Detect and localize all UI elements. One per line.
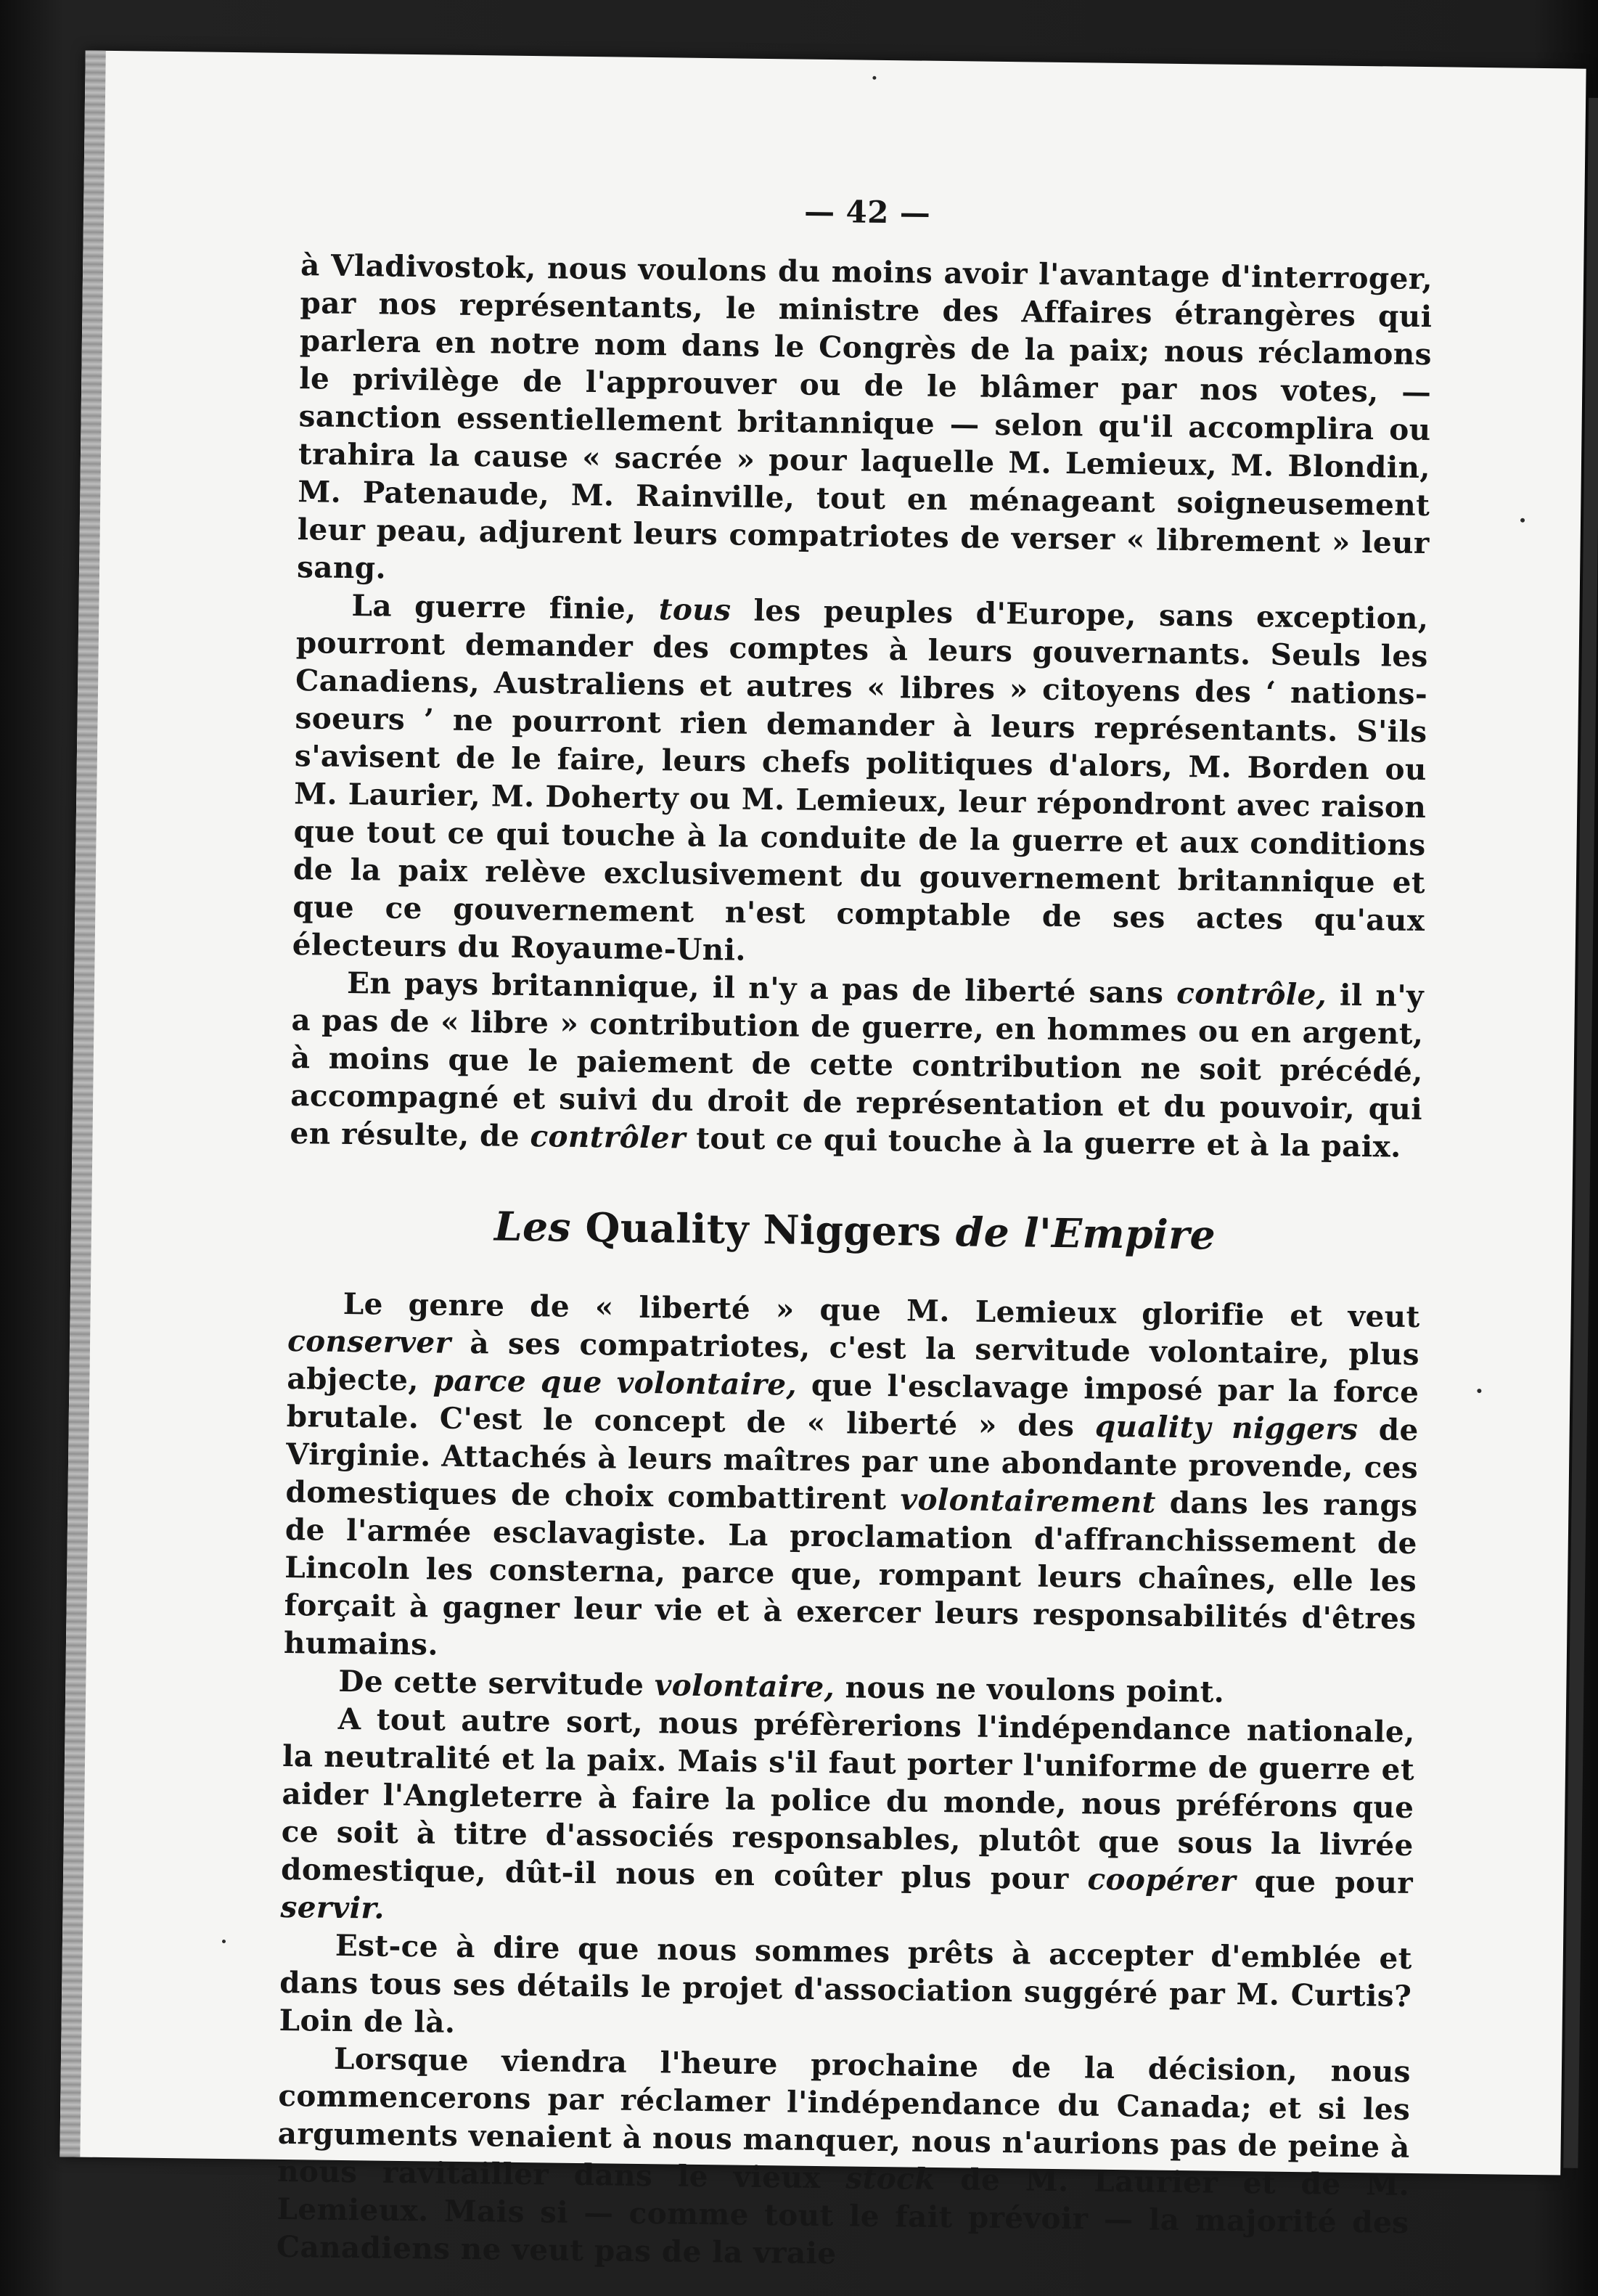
- text-run: de Virginie. Attachés à leurs maîtres par une abondante provende, ces domestiques de choix combattirent: [285, 1412, 1419, 1517]
- paragraph: [290, 963, 1424, 1166]
- text-run: Lorsque viendra l'heure prochaine de la décision, nous commencerons par réclamer l'indépendance du Canada; et si les arguments venaient à nous manquer, nous n'aurions pas de peine à nous ravitailler dans le vieux: [276, 2040, 1411, 2196]
- section-heading: [289, 1198, 1422, 1263]
- italic-text: conserver: [287, 1323, 451, 1360]
- italic-text: tous: [658, 592, 732, 628]
- text-run: à ses compatriotes, c'est la servitude volontaire, plus abjecte,: [287, 1325, 1420, 1398]
- heading-part-3: de l'Empire: [955, 1208, 1216, 1259]
- text-run: La guerre finie,: [351, 588, 660, 627]
- paragraph: [279, 1926, 1412, 2053]
- paragraph: [284, 1284, 1420, 1675]
- text-run: dans les rangs de l'armée esclavagiste. La proclamation d'affranchissement de Lincoln les consterna, parce que, rompant leurs chaînes, elle les forçait à gagner leur vie et à exercer leurs responsabilités d'êtres humains.: [283, 1484, 1418, 1662]
- page-content: [276, 184, 1434, 2279]
- italic-text: volontaire,: [654, 1667, 835, 1705]
- heading-part-2: Quality Niggers: [570, 1203, 956, 1256]
- text-run: nous ne voulons point.: [834, 1670, 1225, 1709]
- text-block-after-heading: [276, 1284, 1420, 2279]
- paragraph: [276, 2039, 1411, 2279]
- scan-speck: [222, 1940, 226, 1943]
- heading-part-1: Les: [493, 1202, 572, 1251]
- italic-text: servir.: [280, 1889, 385, 1926]
- paragraph: [280, 1699, 1415, 1940]
- text-run: les peuples d'Europe, sans exception, pourront demander des comptes à leurs gouvernants. Seuls les Canadiens, Australiens et autres « libres » citoyens des ‘ nations-soeurs ’ ne pourront rien demander à leurs représentants. S'ils s'avisent de le faire, leurs chefs politiques d'alors, M. Borden ou M. Laurier, M. Doherty ou M. Lemieux, leur répondront avec raison que tout ce qui touche à la conduite de la guerre et aux conditions de la paix relève exclusivement du gouvernement britannique et que ce gouvernement n'est comptable de ses actes qu'aux électeurs du Royaume-Uni.: [292, 592, 1429, 968]
- text-block-before-heading: [290, 246, 1433, 1166]
- paragraph: [297, 246, 1433, 600]
- italic-text: contrôler: [530, 1119, 687, 1156]
- italic-text: stock: [845, 2160, 936, 2197]
- text-run: de M. Laurier et de M. Lemieux. Mais si — comme tout le fait prévoir — la majorité des Canadiens ne veut pas de la vraie: [276, 2162, 1410, 2271]
- italic-text: parce que volontaire,: [433, 1363, 798, 1402]
- book-page: [60, 50, 1586, 2271]
- text-run: que pour: [1235, 1863, 1414, 1901]
- italic-text: volontairement: [900, 1482, 1157, 1520]
- text-run: que l'esclavage imposé par la force brutale. C'est le concept de « liberté » des: [286, 1367, 1419, 1444]
- paragraph: [292, 586, 1428, 977]
- text-run: En pays britannique, il n'y a pas de liberté sans: [346, 965, 1177, 1010]
- text-run: il n'y a pas de « libre » contribution de guerre, en hommes ou en argent, à moins que le paiement de cette contribution ne soit précédé, accompagné et suivi du droit de représentation et du pouvoir, qui en résulte, de: [290, 977, 1425, 1154]
- text-run: De cette servitude: [338, 1663, 655, 1703]
- text-run: Est-ce à dire que nous sommes prêts à accepter d'emblée et dans tous ses détails le projet d'association suggéré par M. Curtis? Loin de là.: [279, 1927, 1413, 2040]
- italic-text: quality niggers: [1094, 1408, 1359, 1447]
- italic-text: coopérer: [1087, 1861, 1237, 1899]
- scan-speck: [872, 76, 876, 80]
- scan-speck: [1477, 1389, 1481, 1393]
- scan-speck: [1520, 518, 1525, 523]
- text-run: A tout autre sort, nous préfèrerions l'indépendance nationale, la neutralité et la paix. Mais s'il faut porter l'uniforme de guerre et aider l'Angleterre à faire la police du monde, nous préférons que ce soit à titre d'associés responsables, plutôt que sous la livrée domestique, dût-il nous en coûter plus pour: [280, 1701, 1415, 1897]
- text-run: tout ce qui touche à la guerre et à la paix.: [685, 1120, 1401, 1164]
- italic-text: contrôle,: [1176, 975, 1327, 1013]
- text-run: Le genre de « liberté » que M. Lemieux glorifie et veut: [343, 1286, 1420, 1335]
- text-run: à Vladivostok, nous voulons du moins avoir l'avantage d'interroger, par nos représentants, le ministre des Affaires étrangères qui parlera en notre nom dans le Congrès de la paix; nous réclamons le privilège de l'approuver ou de le blâmer par nos votes, — sanction essentiellement britannique — selon qu'il accomplira ou trahira la cause « sacrée » pour laquelle M. Lemieux, M. Blondin, M. Patenaude, M. Rainville, tout en ménageant soigneusement leur peau, adjurent leurs compatriotes de verser « librement » leur sang.: [296, 248, 1433, 586]
- page-number: — 42 —: [803, 193, 931, 231]
